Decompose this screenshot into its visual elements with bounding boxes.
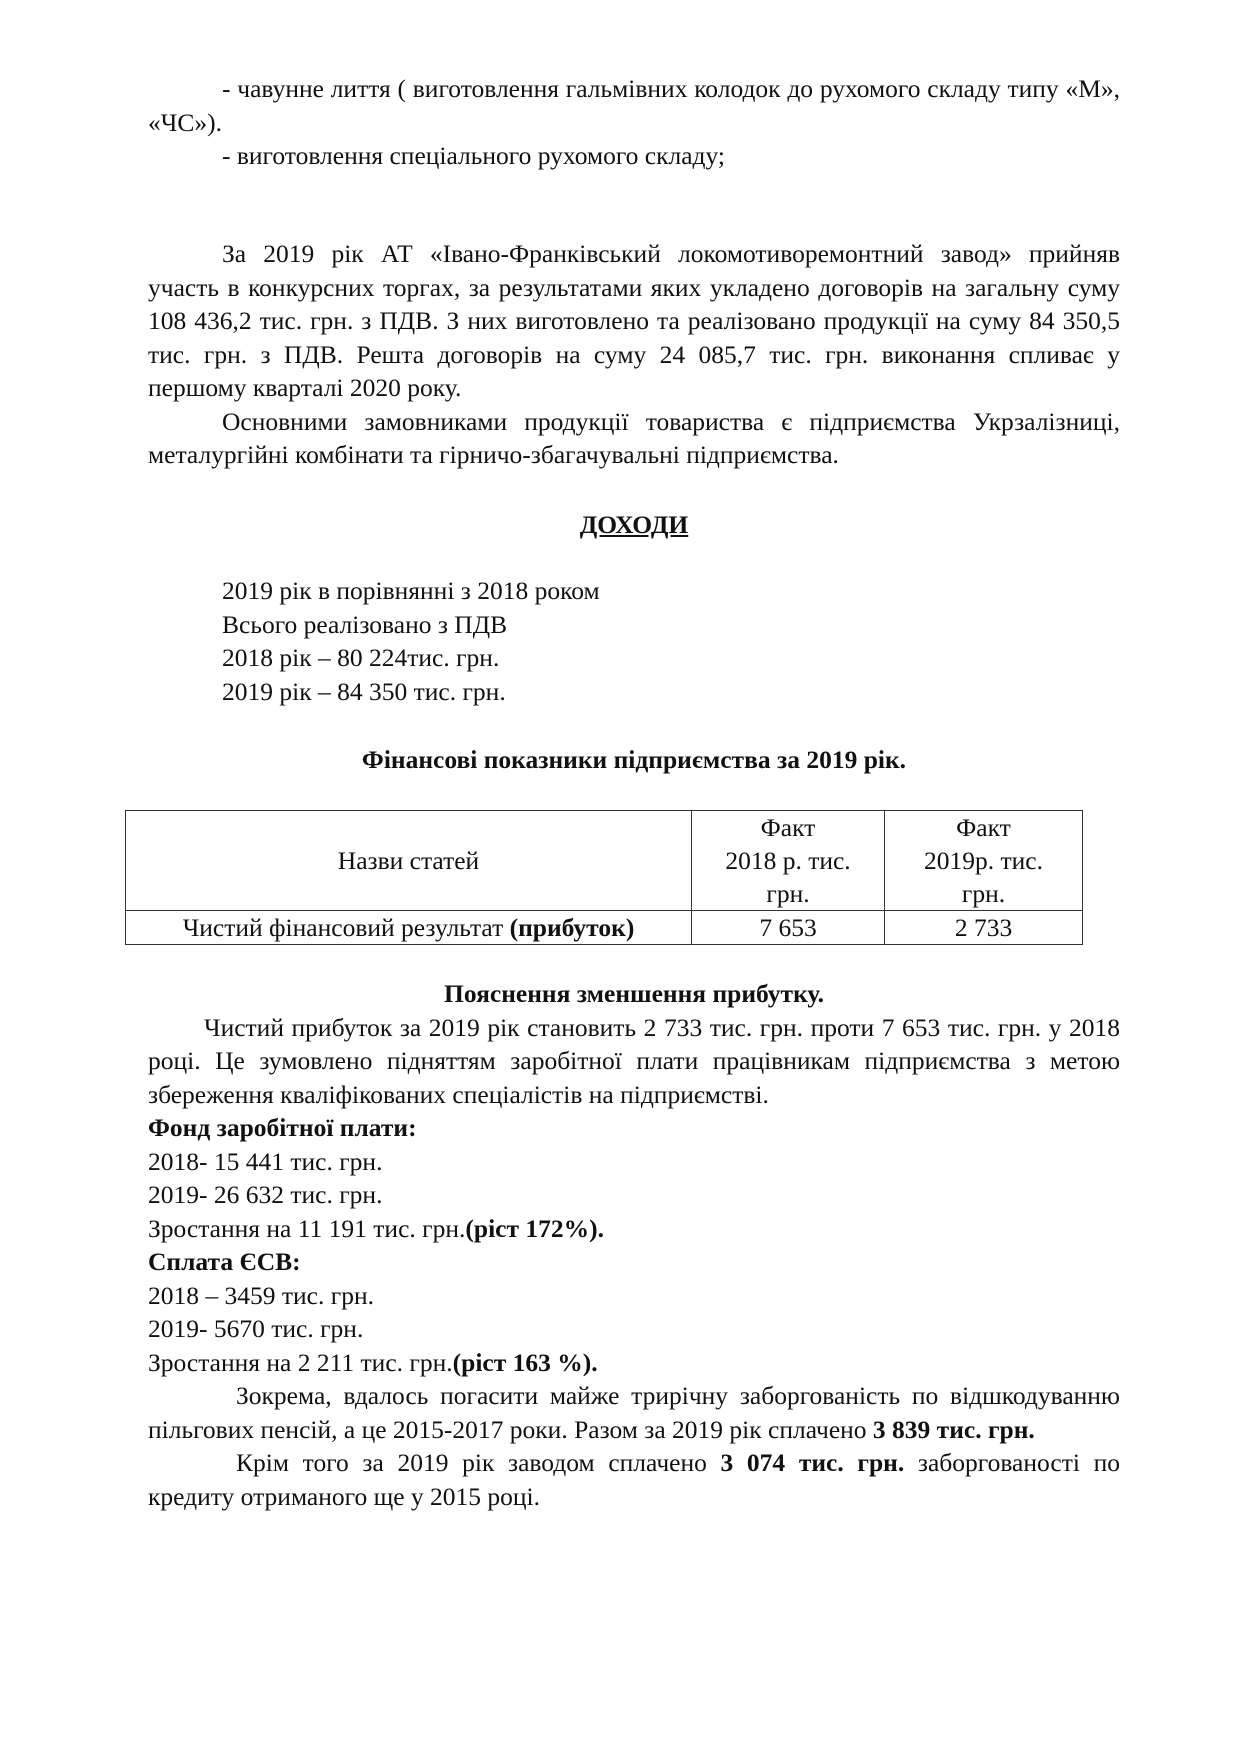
explanation-text: Чистий прибуток за 2019 рік становить 2 733 тис. грн. проти 7 653 тис. грн. у 2018 році. Це зумовлено підняттям заробітної плати працівникам підприємства з метою збереження кваліфікованих спеціалістів на підприємстві.: [148, 1012, 1120, 1109]
paragraph-tenders: За 2019 рік АТ «Івано-Франківський локомотиворемонтний завод» прийняв участь в конкурсних торгах, за результатами яких укладено договорів на загальну суму 108 436,2 тис. грн. з ПДВ. З них виготовлено та реалізовано продукції на суму 84 350,5 тис. грн. з ПДВ. Решта договорів на суму 24 085,7 тис. грн. виконання спливає у першому кварталі 2020 року.: [148, 239, 1120, 402]
income-line-1: 2019 рік в порівнянні з 2018 роком: [222, 576, 600, 605]
row-label: Чистий фінансовий результат (прибуток): [126, 911, 692, 945]
table-title-block: [148, 743, 1120, 777]
header-item-names: Назви статей: [126, 811, 692, 911]
payroll-2018: 2018- 15 441 тис. грн.: [148, 1146, 383, 1176]
payroll-growth: Зростання на 11 191 тис. грн.(ріст 172%).: [148, 1213, 604, 1243]
income-heading: ДОХОДИ: [579, 510, 689, 539]
income-line-4: 2019 рік – 84 350 тис. грн.: [222, 676, 506, 706]
esv-heading: Сплата ЄСВ:: [148, 1247, 301, 1276]
credit-paragraph: Крім того за 2019 рік заводом сплачено 3 074 тис. грн. заборгованості по кредиту отриманого ще у 2015 році.: [148, 1448, 1120, 1511]
intro-line-1: - чавунне лиття ( виготовлення гальмівних колодок до рухомого складу типу «М», «ЧС»).: [148, 74, 1120, 137]
financial-table: [125, 810, 1083, 945]
header-fact-2019: Факт 2019р. тис. грн.: [885, 811, 1083, 911]
body-section: [148, 237, 1120, 472]
explanation-heading: Пояснення зменшення прибутку.: [444, 979, 824, 1008]
row-value-2018: 7 653: [692, 911, 885, 945]
paragraph-customers: Основними замовниками продукції товариства є підприємства Укрзалізниці, металургійні комбінати та гірничо-збагачувальні підприємства.: [148, 406, 1120, 469]
income-line-3: 2018 рік – 80 224тис. грн.: [222, 643, 500, 672]
payroll-2019: 2019- 26 632 тис. грн.: [148, 1180, 383, 1209]
table-header-row: [126, 811, 1083, 911]
document-page: [148, 72, 1120, 173]
pensions-paragraph: Зокрема, вдалось погасити майже трирічну заборгованість по відшкодуванню пільгових пенсій, а це 2015-2017 роки. Разом за 2019 рік сплачено 3 839 тис. грн.: [148, 1381, 1120, 1444]
income-line-2: Всього реалізовано з ПДВ: [222, 609, 508, 639]
table-row: [126, 911, 1083, 945]
payroll-heading: Фонд заробітної плати:: [148, 1113, 417, 1142]
esv-growth: Зростання на 2 211 тис. грн.(ріст 163 %).: [148, 1347, 598, 1377]
intro-line-2: - виготовлення спеціального рухомого складу;: [222, 141, 726, 170]
esv-2019: 2019- 5670 тис. грн.: [148, 1314, 364, 1343]
income-heading-block: [148, 508, 1120, 542]
table-title: Фінансові показники підприємства за 2019 рік.: [361, 745, 907, 774]
explanation-section: [148, 977, 1120, 1513]
header-fact-2018: Факт 2018 р. тис. грн.: [692, 811, 885, 911]
income-lines: [222, 574, 1022, 708]
esv-2018: 2018 – 3459 тис. грн.: [148, 1280, 374, 1310]
row-value-2019: 2 733: [885, 911, 1083, 945]
